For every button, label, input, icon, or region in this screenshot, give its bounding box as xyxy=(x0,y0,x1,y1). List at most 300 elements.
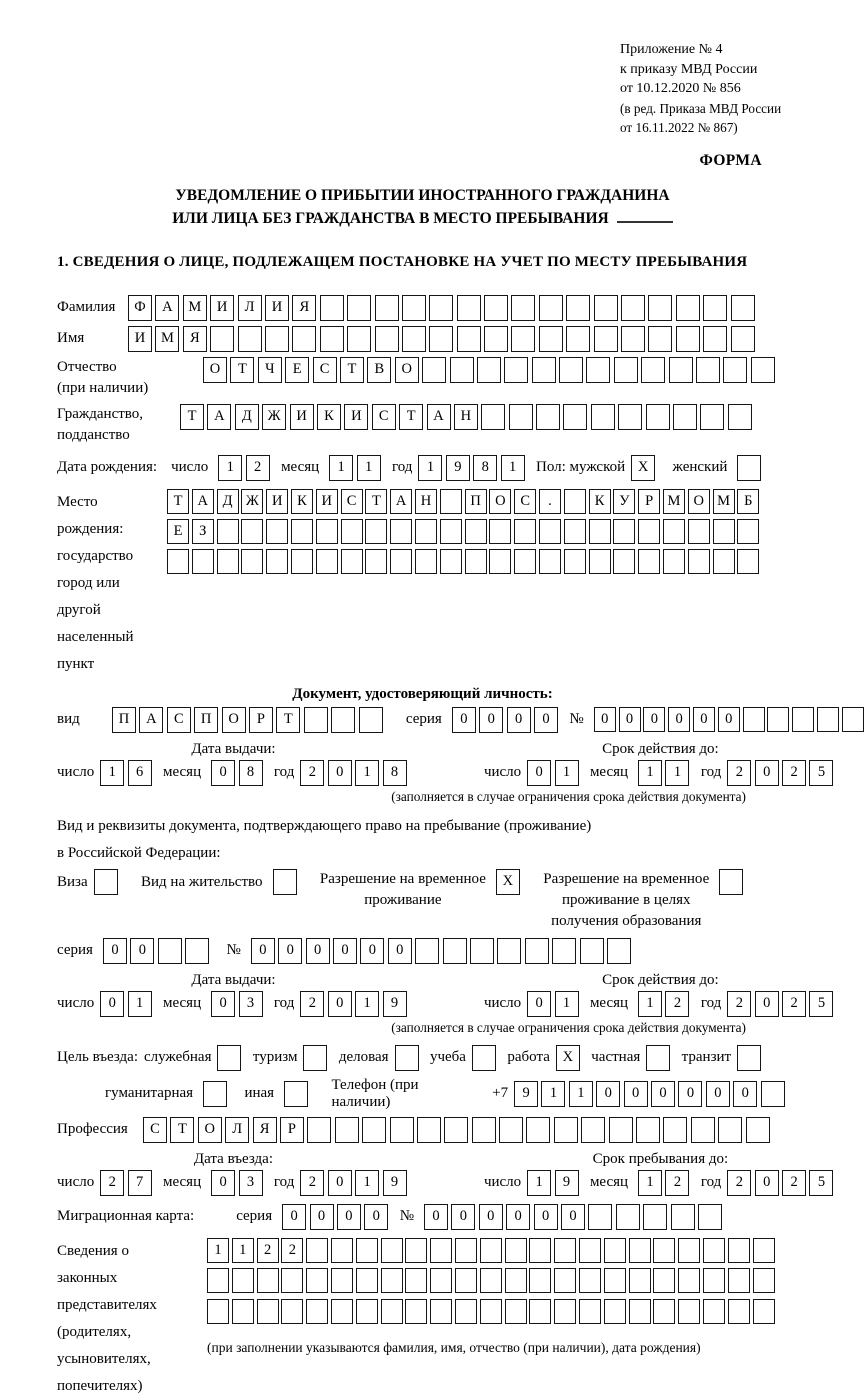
purpose-official-checkbox xyxy=(217,1045,244,1071)
char-cell: С xyxy=(313,357,337,383)
char-cell xyxy=(566,326,590,352)
char-cell xyxy=(638,549,660,574)
valid-day-cells xyxy=(527,760,582,786)
char-cell xyxy=(440,519,462,544)
char-cell: 2 xyxy=(782,760,806,786)
stay-issue-day-cells xyxy=(100,991,155,1017)
char-cell: 1 xyxy=(218,455,242,481)
char-cell xyxy=(266,519,288,544)
char-cell xyxy=(509,404,533,430)
char-cell: Т xyxy=(167,489,189,514)
char-cell: 0 xyxy=(755,991,779,1017)
char-cell xyxy=(499,1117,523,1143)
char-cell xyxy=(817,707,839,732)
char-cell: 9 xyxy=(555,1170,579,1196)
char-cell xyxy=(792,707,814,732)
doc-number-cells xyxy=(594,707,866,732)
char-cell xyxy=(594,326,618,352)
char-cell xyxy=(514,519,536,544)
char-cell xyxy=(217,1045,241,1071)
char-cell: О xyxy=(688,489,710,514)
char-cell: Б xyxy=(737,489,759,514)
purpose-other-checkbox xyxy=(284,1081,311,1107)
forma-label: ФОРМА xyxy=(699,151,762,169)
char-cell xyxy=(265,326,289,352)
char-cell xyxy=(347,295,371,321)
char-cell xyxy=(621,326,645,352)
char-cell: С xyxy=(167,707,191,733)
char-cell xyxy=(653,1238,675,1263)
char-cell xyxy=(307,1117,331,1143)
char-cell: О xyxy=(203,357,227,383)
char-cell xyxy=(505,1238,527,1263)
char-cell: О xyxy=(222,707,246,733)
residence-permit-checkbox xyxy=(273,869,300,895)
char-cell: Л xyxy=(238,295,262,321)
char-cell: 1 xyxy=(207,1238,229,1263)
doc-series-label: серия xyxy=(405,711,442,727)
representatives-row1 xyxy=(207,1238,777,1263)
char-cell: 2 xyxy=(727,991,751,1017)
char-cell xyxy=(455,1299,477,1324)
char-cell: 0 xyxy=(534,707,558,733)
field-citizenship xyxy=(57,404,788,446)
purpose-business-checkbox xyxy=(395,1045,422,1071)
char-cell xyxy=(638,519,660,544)
purpose-private-checkbox xyxy=(646,1045,673,1071)
char-cell xyxy=(356,1299,378,1324)
char-cell: О xyxy=(198,1117,222,1143)
char-cell xyxy=(526,1117,550,1143)
char-cell: 2 xyxy=(665,1170,689,1196)
char-cell xyxy=(713,519,735,544)
char-cell xyxy=(678,1268,700,1293)
char-cell xyxy=(320,326,344,352)
char-cell: 9 xyxy=(383,1170,407,1196)
char-cell: X xyxy=(496,869,520,895)
char-cell: 8 xyxy=(383,760,407,786)
char-cell xyxy=(713,549,735,574)
sex-label: Пол: мужской xyxy=(536,459,626,475)
migration-series-cells xyxy=(282,1204,392,1230)
purpose-label: Цель въезда: xyxy=(57,1049,138,1065)
char-cell xyxy=(440,549,462,574)
char-cell: И xyxy=(266,489,288,514)
entry-date-group: Дата въезда: число 2 7 месяц 0 3 год 2 0 1 9 xyxy=(57,1151,410,1196)
char-cell: М xyxy=(663,489,685,514)
doc-issue-group xyxy=(57,741,410,786)
sex-male-checkbox xyxy=(631,455,658,481)
char-cell: 0 xyxy=(733,1081,757,1107)
char-cell: X xyxy=(556,1045,580,1071)
char-cell xyxy=(477,357,501,383)
char-cell xyxy=(470,938,494,964)
char-cell: 1 xyxy=(418,455,442,481)
char-cell: 9 xyxy=(446,455,470,481)
char-cell: Л xyxy=(225,1117,249,1143)
char-cell xyxy=(217,549,239,574)
char-cell xyxy=(316,549,338,574)
purpose-study-checkbox xyxy=(472,1045,499,1071)
form-title-line2: ИЛИ ЛИЦА БЕЗ ГРАЖДАНСТВА В МЕСТО ПРЕБЫВАНИЯ xyxy=(57,207,788,230)
char-cell: И xyxy=(210,295,234,321)
field-representatives xyxy=(57,1238,788,1400)
char-cell: 2 xyxy=(246,455,270,481)
stay-valid-year-cells xyxy=(727,991,837,1017)
stay-issue-month-cells xyxy=(211,991,266,1017)
char-cell: А xyxy=(427,404,451,430)
char-cell: 0 xyxy=(333,938,357,964)
field-birth-place xyxy=(57,489,788,678)
char-cell: 0 xyxy=(527,760,551,786)
char-cell xyxy=(678,1299,700,1324)
char-cell: 0 xyxy=(507,707,531,733)
char-cell xyxy=(663,549,685,574)
char-cell xyxy=(536,404,560,430)
char-cell: 9 xyxy=(514,1081,538,1107)
char-cell: Н xyxy=(454,404,478,430)
char-cell xyxy=(594,295,618,321)
residence-permit-label: Вид на жительство xyxy=(141,873,263,890)
char-cell xyxy=(728,404,752,430)
char-cell: 1 xyxy=(100,760,124,786)
doc-dates xyxy=(57,740,826,786)
birth-place-row1 xyxy=(167,489,762,514)
char-cell xyxy=(737,519,759,544)
char-cell: 0 xyxy=(388,938,412,964)
citizenship-cells xyxy=(180,404,755,430)
char-cell: 1 xyxy=(527,1170,551,1196)
phone-label: Телефон (при наличии) xyxy=(331,1076,419,1110)
char-cell: 5 xyxy=(809,1170,833,1196)
char-cell: 1 xyxy=(355,1170,379,1196)
char-cell: А xyxy=(139,707,163,733)
char-cell xyxy=(94,869,118,895)
char-cell: К xyxy=(589,489,611,514)
char-cell xyxy=(292,326,316,352)
stay-until-group: Срок пребывания до: число 1 9 месяц 1 2 год 2 0 2 5 xyxy=(484,1151,837,1196)
char-cell xyxy=(203,1081,227,1107)
char-cell: 1 xyxy=(501,455,525,481)
char-cell: 0 xyxy=(561,1204,585,1230)
char-cell xyxy=(511,326,535,352)
char-cell xyxy=(737,1045,761,1071)
char-cell: 0 xyxy=(424,1204,448,1230)
char-cell: 1 xyxy=(555,760,579,786)
char-cell xyxy=(402,295,426,321)
char-cell xyxy=(676,295,700,321)
char-cell xyxy=(525,938,549,964)
char-cell: И xyxy=(290,404,314,430)
entry-year-cells xyxy=(300,1170,410,1196)
char-cell xyxy=(646,404,670,430)
appendix-line: от 10.12.2020 № 856 xyxy=(620,81,741,96)
char-cell: Т xyxy=(365,489,387,514)
stay-number-cells xyxy=(251,938,634,964)
char-cell: 2 xyxy=(665,991,689,1017)
char-cell xyxy=(678,1238,700,1263)
char-cell: Е xyxy=(285,357,309,383)
patronymic-label: Отчество (при наличии) xyxy=(57,358,149,396)
char-cell: И xyxy=(344,404,368,430)
char-cell xyxy=(430,1299,452,1324)
issue-month-cells xyxy=(211,760,266,786)
char-cell xyxy=(669,357,693,383)
field-birth-date xyxy=(57,455,788,481)
char-cell xyxy=(646,1045,670,1071)
char-cell xyxy=(728,1268,750,1293)
doc-number-label: № xyxy=(569,711,584,727)
title-underline xyxy=(617,209,673,223)
char-cell xyxy=(444,1117,468,1143)
char-cell xyxy=(381,1299,403,1324)
char-cell xyxy=(648,326,672,352)
char-cell xyxy=(257,1299,279,1324)
char-cell xyxy=(266,549,288,574)
char-cell: Т xyxy=(170,1117,194,1143)
representatives-row3 xyxy=(207,1299,777,1324)
year-label: год xyxy=(391,459,413,475)
char-cell xyxy=(842,707,864,732)
char-cell: 3 xyxy=(239,1170,263,1196)
char-cell: 0 xyxy=(328,760,352,786)
char-cell: Д xyxy=(217,489,239,514)
profession-label: Профессия xyxy=(57,1121,128,1137)
char-cell xyxy=(497,938,521,964)
char-cell: С xyxy=(372,404,396,430)
char-cell xyxy=(207,1299,229,1324)
char-cell xyxy=(207,1268,229,1293)
char-cell xyxy=(554,1117,578,1143)
char-cell: 0 xyxy=(282,1204,306,1230)
char-cell xyxy=(405,1238,427,1263)
char-cell xyxy=(719,869,743,895)
char-cell xyxy=(618,404,642,430)
char-cell xyxy=(564,489,586,514)
migration-number-label: № xyxy=(399,1208,414,1224)
char-cell xyxy=(472,1045,496,1071)
purpose-work-checkbox xyxy=(556,1045,583,1071)
appendix-line: Приложение № 4 xyxy=(620,42,723,57)
valid-until-line: число 0 1 месяц 1 1 год 2 0 2 5 xyxy=(484,760,837,786)
char-cell: 2 xyxy=(281,1238,303,1263)
birth-place-row2 xyxy=(167,519,762,544)
char-cell: 0 xyxy=(100,991,124,1017)
char-cell xyxy=(539,326,563,352)
char-cell xyxy=(580,938,604,964)
char-cell: 0 xyxy=(678,1081,702,1107)
birth-place-label: Место рождения: государство город или другой населенный пункт xyxy=(57,493,134,672)
char-cell: Т xyxy=(276,707,300,733)
char-cell: А xyxy=(390,489,412,514)
char-cell: 0 xyxy=(364,1204,388,1230)
char-cell: 0 xyxy=(360,938,384,964)
char-cell xyxy=(688,549,710,574)
char-cell: 0 xyxy=(706,1081,730,1107)
char-cell: Н xyxy=(415,489,437,514)
char-cell: Д xyxy=(235,404,259,430)
char-cell xyxy=(304,707,328,733)
char-cell: 0 xyxy=(534,1204,558,1230)
char-cell xyxy=(653,1268,675,1293)
char-cell: 2 xyxy=(727,1170,751,1196)
char-cell: К xyxy=(291,489,313,514)
char-cell: 0 xyxy=(310,1204,334,1230)
char-cell xyxy=(563,404,587,430)
char-cell xyxy=(529,1268,551,1293)
char-cell: Ф xyxy=(128,295,152,321)
char-cell xyxy=(691,1117,715,1143)
char-cell: 0 xyxy=(594,707,616,732)
validity-note: (заполняется в случае ограничения срока действия документа) xyxy=(391,788,746,804)
char-cell xyxy=(430,1238,452,1263)
char-cell xyxy=(320,295,344,321)
char-cell xyxy=(375,326,399,352)
char-cell xyxy=(429,295,453,321)
char-cell xyxy=(614,357,638,383)
char-cell xyxy=(291,549,313,574)
char-cell xyxy=(604,1238,626,1263)
char-cell: Ж xyxy=(241,489,263,514)
char-cell xyxy=(422,357,446,383)
char-cell xyxy=(731,295,755,321)
rvp-checkbox xyxy=(496,869,523,895)
char-cell xyxy=(484,326,508,352)
birth-year-cells xyxy=(418,455,528,481)
char-cell: 8 xyxy=(239,760,263,786)
char-cell: 1 xyxy=(355,991,379,1017)
char-cell xyxy=(566,295,590,321)
char-cell: 0 xyxy=(718,707,740,732)
char-cell: 0 xyxy=(624,1081,648,1107)
field-profession xyxy=(57,1117,788,1143)
char-cell: 0 xyxy=(755,1170,779,1196)
purpose-row: Цель въезда: служебная туризм деловая учеба работа X частная транзит xyxy=(57,1045,788,1071)
doc-series-cells xyxy=(452,707,562,733)
char-cell: 0 xyxy=(211,760,235,786)
birth-day-cells xyxy=(218,455,273,481)
representatives-label: Сведения о законных представителях (родителях, усыновителях, попечителях) xyxy=(57,1242,157,1394)
char-cell: А xyxy=(155,295,179,321)
char-cell: 1 xyxy=(638,760,662,786)
birth-place-row3 xyxy=(167,549,762,574)
char-cell: А xyxy=(207,404,231,430)
char-cell xyxy=(703,326,727,352)
humanitarian-label: гуманитарная xyxy=(105,1085,194,1101)
char-cell xyxy=(504,357,528,383)
stay-until-month-cells xyxy=(638,1170,693,1196)
char-cell xyxy=(579,1238,601,1263)
char-cell xyxy=(505,1299,527,1324)
char-cell: 0 xyxy=(328,991,352,1017)
field-migration-card xyxy=(57,1204,788,1230)
char-cell: С xyxy=(514,489,536,514)
char-cell xyxy=(728,1238,750,1263)
surname-cells xyxy=(128,295,758,321)
char-cell xyxy=(480,1299,502,1324)
char-cell: 3 xyxy=(239,991,263,1017)
char-cell xyxy=(613,519,635,544)
phone-prefix: +7 xyxy=(492,1085,509,1101)
char-cell: Р xyxy=(249,707,273,733)
field-patronymic xyxy=(57,357,788,399)
char-cell xyxy=(703,1238,725,1263)
char-cell xyxy=(158,938,182,964)
char-cell: X xyxy=(631,455,655,481)
char-cell xyxy=(417,1117,441,1143)
char-cell xyxy=(281,1268,303,1293)
char-cell xyxy=(359,707,383,733)
char-cell: 0 xyxy=(452,707,476,733)
issue-date-line: число 1 6 месяц 0 8 год 2 0 1 8 xyxy=(57,760,410,786)
char-cell xyxy=(284,1081,308,1107)
char-cell: А xyxy=(192,489,214,514)
stay-valid-group: Срок действия до: число 0 1 месяц 1 2 год 2 0 2 5 xyxy=(484,972,837,1017)
char-cell xyxy=(688,519,710,544)
char-cell: 1 xyxy=(665,760,689,786)
appendix-note-line: от 16.11.2022 № 867) xyxy=(620,120,738,135)
char-cell: К xyxy=(317,404,341,430)
char-cell xyxy=(514,549,536,574)
char-cell xyxy=(604,1299,626,1324)
given-name-label: Имя xyxy=(57,330,85,346)
char-cell: М xyxy=(155,326,179,352)
char-cell: 1 xyxy=(555,991,579,1017)
char-cell: У xyxy=(613,489,635,514)
char-cell xyxy=(586,357,610,383)
stay-doc-dates xyxy=(57,971,826,1017)
char-cell xyxy=(723,357,747,383)
char-cell: 2 xyxy=(300,760,324,786)
char-cell xyxy=(232,1299,254,1324)
char-cell xyxy=(621,295,645,321)
char-cell: 8 xyxy=(473,455,497,481)
doc-type-label: вид xyxy=(57,711,80,727)
char-cell xyxy=(539,519,561,544)
phone-cells xyxy=(514,1081,788,1107)
char-cell xyxy=(604,1268,626,1293)
char-cell xyxy=(676,326,700,352)
char-cell xyxy=(381,1268,403,1293)
char-cell xyxy=(430,1268,452,1293)
char-cell xyxy=(365,519,387,544)
char-cell xyxy=(331,1299,353,1324)
stay-valid-day-cells xyxy=(527,991,582,1017)
char-cell xyxy=(257,1268,279,1293)
char-cell: 6 xyxy=(128,760,152,786)
char-cell: 0 xyxy=(251,938,275,964)
char-cell xyxy=(529,1299,551,1324)
char-cell: П xyxy=(112,707,136,733)
char-cell xyxy=(737,549,759,574)
valid-until-heading: Срок действия до: xyxy=(602,740,719,757)
entry-dates xyxy=(57,1150,826,1196)
char-cell xyxy=(761,1081,785,1107)
char-cell xyxy=(529,1238,551,1263)
char-cell xyxy=(696,357,720,383)
char-cell: 2 xyxy=(257,1238,279,1263)
char-cell xyxy=(210,326,234,352)
char-cell xyxy=(192,549,214,574)
char-cell xyxy=(641,357,665,383)
char-cell: 2 xyxy=(727,760,751,786)
char-cell xyxy=(607,938,631,964)
char-cell xyxy=(356,1268,378,1293)
char-cell: 1 xyxy=(128,991,152,1017)
char-cell xyxy=(390,519,412,544)
char-cell xyxy=(415,938,439,964)
char-cell xyxy=(579,1299,601,1324)
